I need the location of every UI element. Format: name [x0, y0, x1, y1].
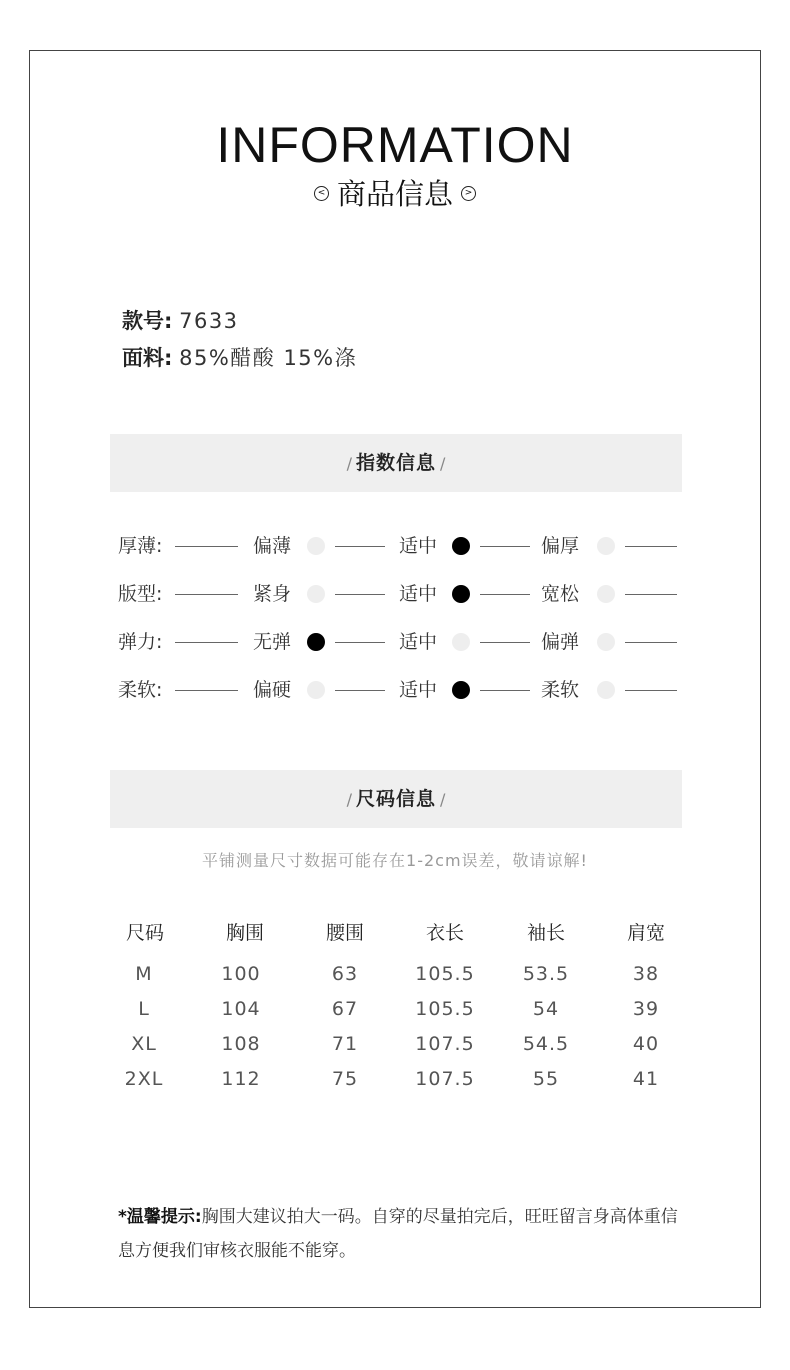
- table-cell: 67: [331, 998, 359, 1020]
- index-option: 偏弹: [541, 631, 580, 653]
- size-section-header: [110, 770, 682, 828]
- left-arrow-icon: <: [314, 186, 329, 201]
- divider-line: [480, 642, 530, 643]
- index-row-label: 柔软:: [118, 679, 163, 701]
- divider-line: [625, 642, 677, 643]
- table-cell: 63: [331, 963, 359, 985]
- style-value: 7633: [179, 309, 239, 333]
- warm-tip: [118, 1200, 678, 1268]
- index-section-header: [110, 434, 682, 492]
- divider-line: [335, 690, 385, 691]
- table-header: 肩宽: [626, 922, 665, 944]
- fabric: [122, 342, 357, 372]
- table-cell: L: [138, 998, 150, 1020]
- index-option: 紧身: [253, 583, 292, 605]
- divider-line: [335, 642, 385, 643]
- table-header: 胸围: [225, 922, 264, 944]
- index-dot: [307, 537, 325, 555]
- table-cell: 100: [221, 963, 261, 985]
- index-option: 偏薄: [253, 535, 292, 557]
- table-cell: XL: [131, 1033, 157, 1055]
- fabric-label: 面料:: [122, 346, 173, 370]
- divider-line: [625, 594, 677, 595]
- table-cell: M: [135, 963, 153, 985]
- table-header: 腰围: [325, 922, 364, 944]
- index-dot: [597, 585, 615, 603]
- table-cell: 55: [532, 1068, 560, 1090]
- table-cell: 107.5: [415, 1033, 475, 1055]
- table-cell: 108: [221, 1033, 261, 1055]
- divider-line: [175, 546, 238, 547]
- index-row-label: 厚薄:: [118, 535, 163, 557]
- divider-line: [175, 642, 238, 643]
- table-cell: 75: [331, 1068, 359, 1090]
- index-option: 无弹: [253, 631, 292, 653]
- slash-right: /: [440, 790, 446, 809]
- index-row-label: 版型:: [118, 583, 163, 605]
- table-cell: 105.5: [415, 998, 475, 1020]
- index-option: 宽松: [541, 583, 580, 605]
- index-dot: [452, 633, 470, 651]
- table-cell: 71: [331, 1033, 359, 1055]
- divider-line: [335, 594, 385, 595]
- table-cell: 54.5: [522, 1033, 570, 1055]
- table-cell: 41: [632, 1068, 660, 1090]
- divider-line: [175, 594, 238, 595]
- page-subtitle: [0, 176, 790, 212]
- table-header: 衣长: [425, 922, 464, 944]
- style-label: 款号:: [122, 309, 173, 333]
- slash-left: /: [346, 454, 352, 473]
- index-dot-selected: [452, 681, 470, 699]
- table-cell: 40: [632, 1033, 660, 1055]
- table-cell: 38: [632, 963, 660, 985]
- subtitle-text: 商品信息: [336, 177, 453, 211]
- divider-line: [335, 546, 385, 547]
- index-option: 适中: [399, 583, 438, 605]
- divider-line: [625, 546, 677, 547]
- tip-label: *温馨提示:: [118, 1207, 202, 1227]
- divider-line: [625, 690, 677, 691]
- table-cell: 53.5: [522, 963, 570, 985]
- index-option: 适中: [399, 679, 438, 701]
- table-cell: 2XL: [124, 1068, 164, 1090]
- table-cell: 107.5: [415, 1068, 475, 1090]
- index-option: 偏硬: [253, 679, 292, 701]
- table-cell: 105.5: [415, 963, 475, 985]
- measurement-note: 平铺测量尺寸数据可能存在1-2cm误差，敬请谅解!: [202, 851, 588, 870]
- page-title: INFORMATION: [216, 117, 574, 173]
- divider-line: [480, 594, 530, 595]
- index-option: 柔软: [541, 679, 580, 701]
- tip-text: 胸围大建议拍大一码。自穿的尽量拍完后，旺旺留言身高体重信息方便我们审核衣服能不能穿。: [118, 1207, 678, 1261]
- table-cell: 54: [532, 998, 560, 1020]
- index-option: 适中: [399, 535, 438, 557]
- index-option: 偏厚: [541, 535, 580, 557]
- table-cell: 112: [221, 1068, 261, 1090]
- table-header: 尺码: [125, 922, 164, 944]
- slash-left: /: [346, 790, 352, 809]
- table-cell: 104: [221, 998, 261, 1020]
- index-dot: [307, 585, 325, 603]
- table-cell: 39: [632, 998, 660, 1020]
- style-number: [122, 305, 239, 335]
- index-row-label: 弹力:: [118, 631, 163, 653]
- index-dot-selected: [452, 537, 470, 555]
- slash-right: /: [440, 454, 446, 473]
- index-dot: [597, 681, 615, 699]
- index-dot: [307, 681, 325, 699]
- index-section-title: 指数信息: [355, 452, 436, 474]
- divider-line: [480, 690, 530, 691]
- index-dot-selected: [307, 633, 325, 651]
- divider-line: [480, 546, 530, 547]
- index-dot: [597, 537, 615, 555]
- fabric-value: 85%醋酸 15%涤: [179, 346, 358, 370]
- table-header: 袖长: [526, 922, 565, 944]
- index-dot-selected: [452, 585, 470, 603]
- size-section-title: 尺码信息: [355, 788, 436, 810]
- index-dot: [597, 633, 615, 651]
- index-option: 适中: [399, 631, 438, 653]
- divider-line: [175, 690, 238, 691]
- right-arrow-icon: >: [461, 186, 476, 201]
